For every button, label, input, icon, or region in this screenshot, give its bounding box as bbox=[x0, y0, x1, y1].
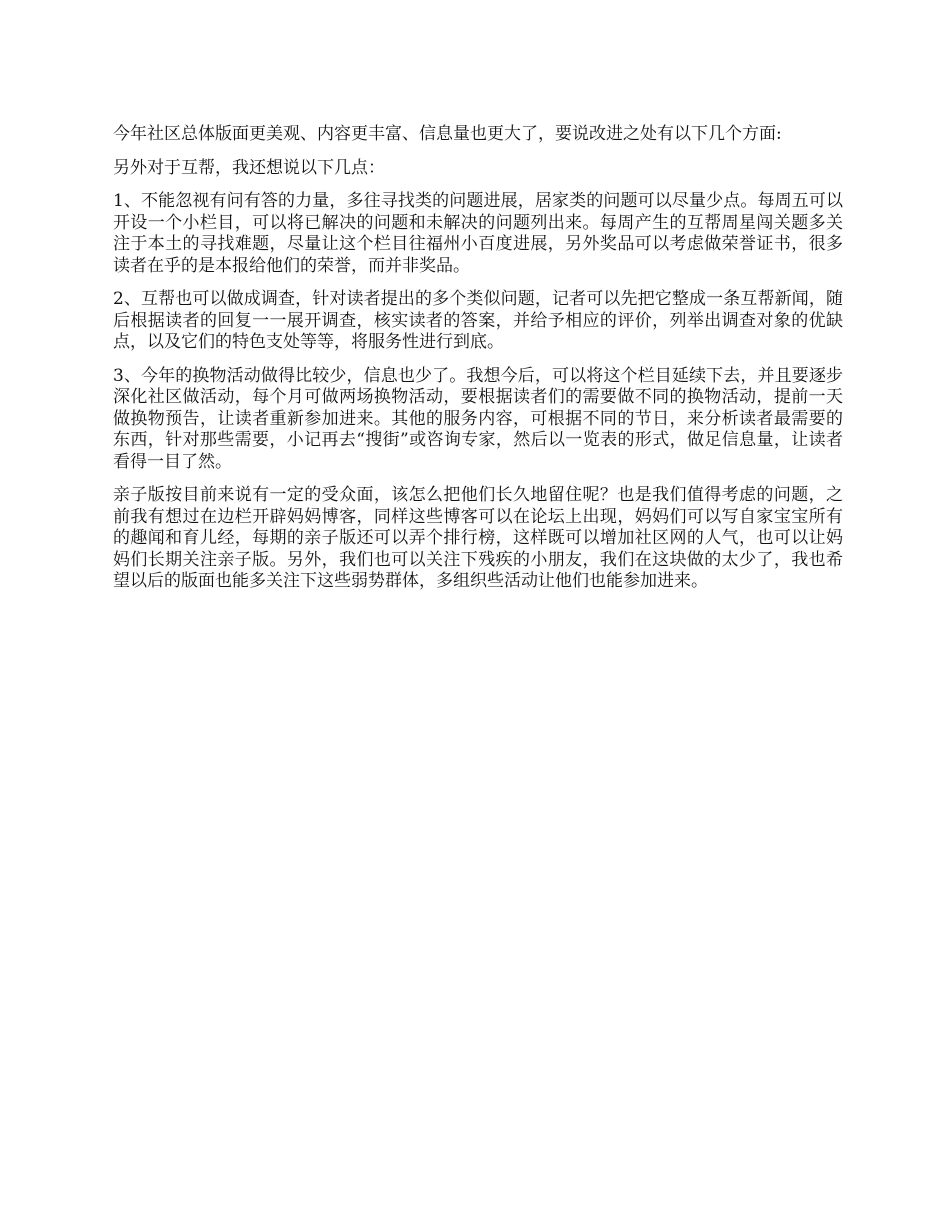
point-2-paragraph: 2、互帮也可以做成调查，针对读者提出的多个类似问题，记者可以先把它整成一条互帮新闻，随后根据读者的回复一一展开调查，核实读者的答案，并给予相应的评价，列举出调查对象的优缺点，以及它们的特色支处等等，将服务性进行到底。 bbox=[113, 289, 843, 352]
document-page bbox=[113, 124, 843, 605]
mutual-help-lead-paragraph: 另外对于互帮，我还想说以下几点： bbox=[113, 157, 385, 178]
point-1-paragraph: 1、不能忽视有问有答的力量，多往寻找类的问题进展，居家类的问题可以尽量少点。每周五可以开设一个小栏目，可以将已解决的问题和未解决的问题列出来。每周产生的互帮周星闯关题多关注于本土的寻找难题，尽量让这个栏目往福州小百度进展，另外奖品可以考虑做荣誉证书，很多读者在乎的是本报给他们的荣誉，而并非奖品。 bbox=[113, 191, 843, 276]
parenting-section-paragraph: 亲子版按目前来说有一定的受众面，该怎么把他们长久地留住呢？也是我们值得考虑的问题，之前我有想过在边栏开辟妈妈博客，同样这些博客可以在论坛上出现，妈妈们可以写自家宝宝所有的趣闻和育儿经，每期的亲子版还可以弄个排行榜，这样既可以增加社区网的人气，也可以让妈妈们长期关注亲子版。另外，我们也可以关注下残疾的小朋友，我们在这块做的太少了，我也希望以后的版面也能多关注下这些弱势群体，多组织些活动让他们也能参加进来。 bbox=[113, 485, 843, 591]
point-3-paragraph: 3、今年的换物活动做得比较少，信息也少了。我想今后，可以将这个栏目延续下去，并且要逐步深化社区做活动，每个月可做两场换物活动，要根据读者们的需要做不同的换物活动，提前一天做换物预告，让读者重新参加进来。其他的服务内容，可根据不同的节日，来分析读者最需要的东西，针对那些需要，小记再去“搜街”或咨询专家，然后以一览表的形式，做足信息量，让读者看得一目了然。 bbox=[113, 365, 843, 472]
intro-paragraph: 今年社区总体版面更美观、内容更丰富、信息量也更大了，要说改进之处有以下几个方面: bbox=[113, 124, 782, 144]
